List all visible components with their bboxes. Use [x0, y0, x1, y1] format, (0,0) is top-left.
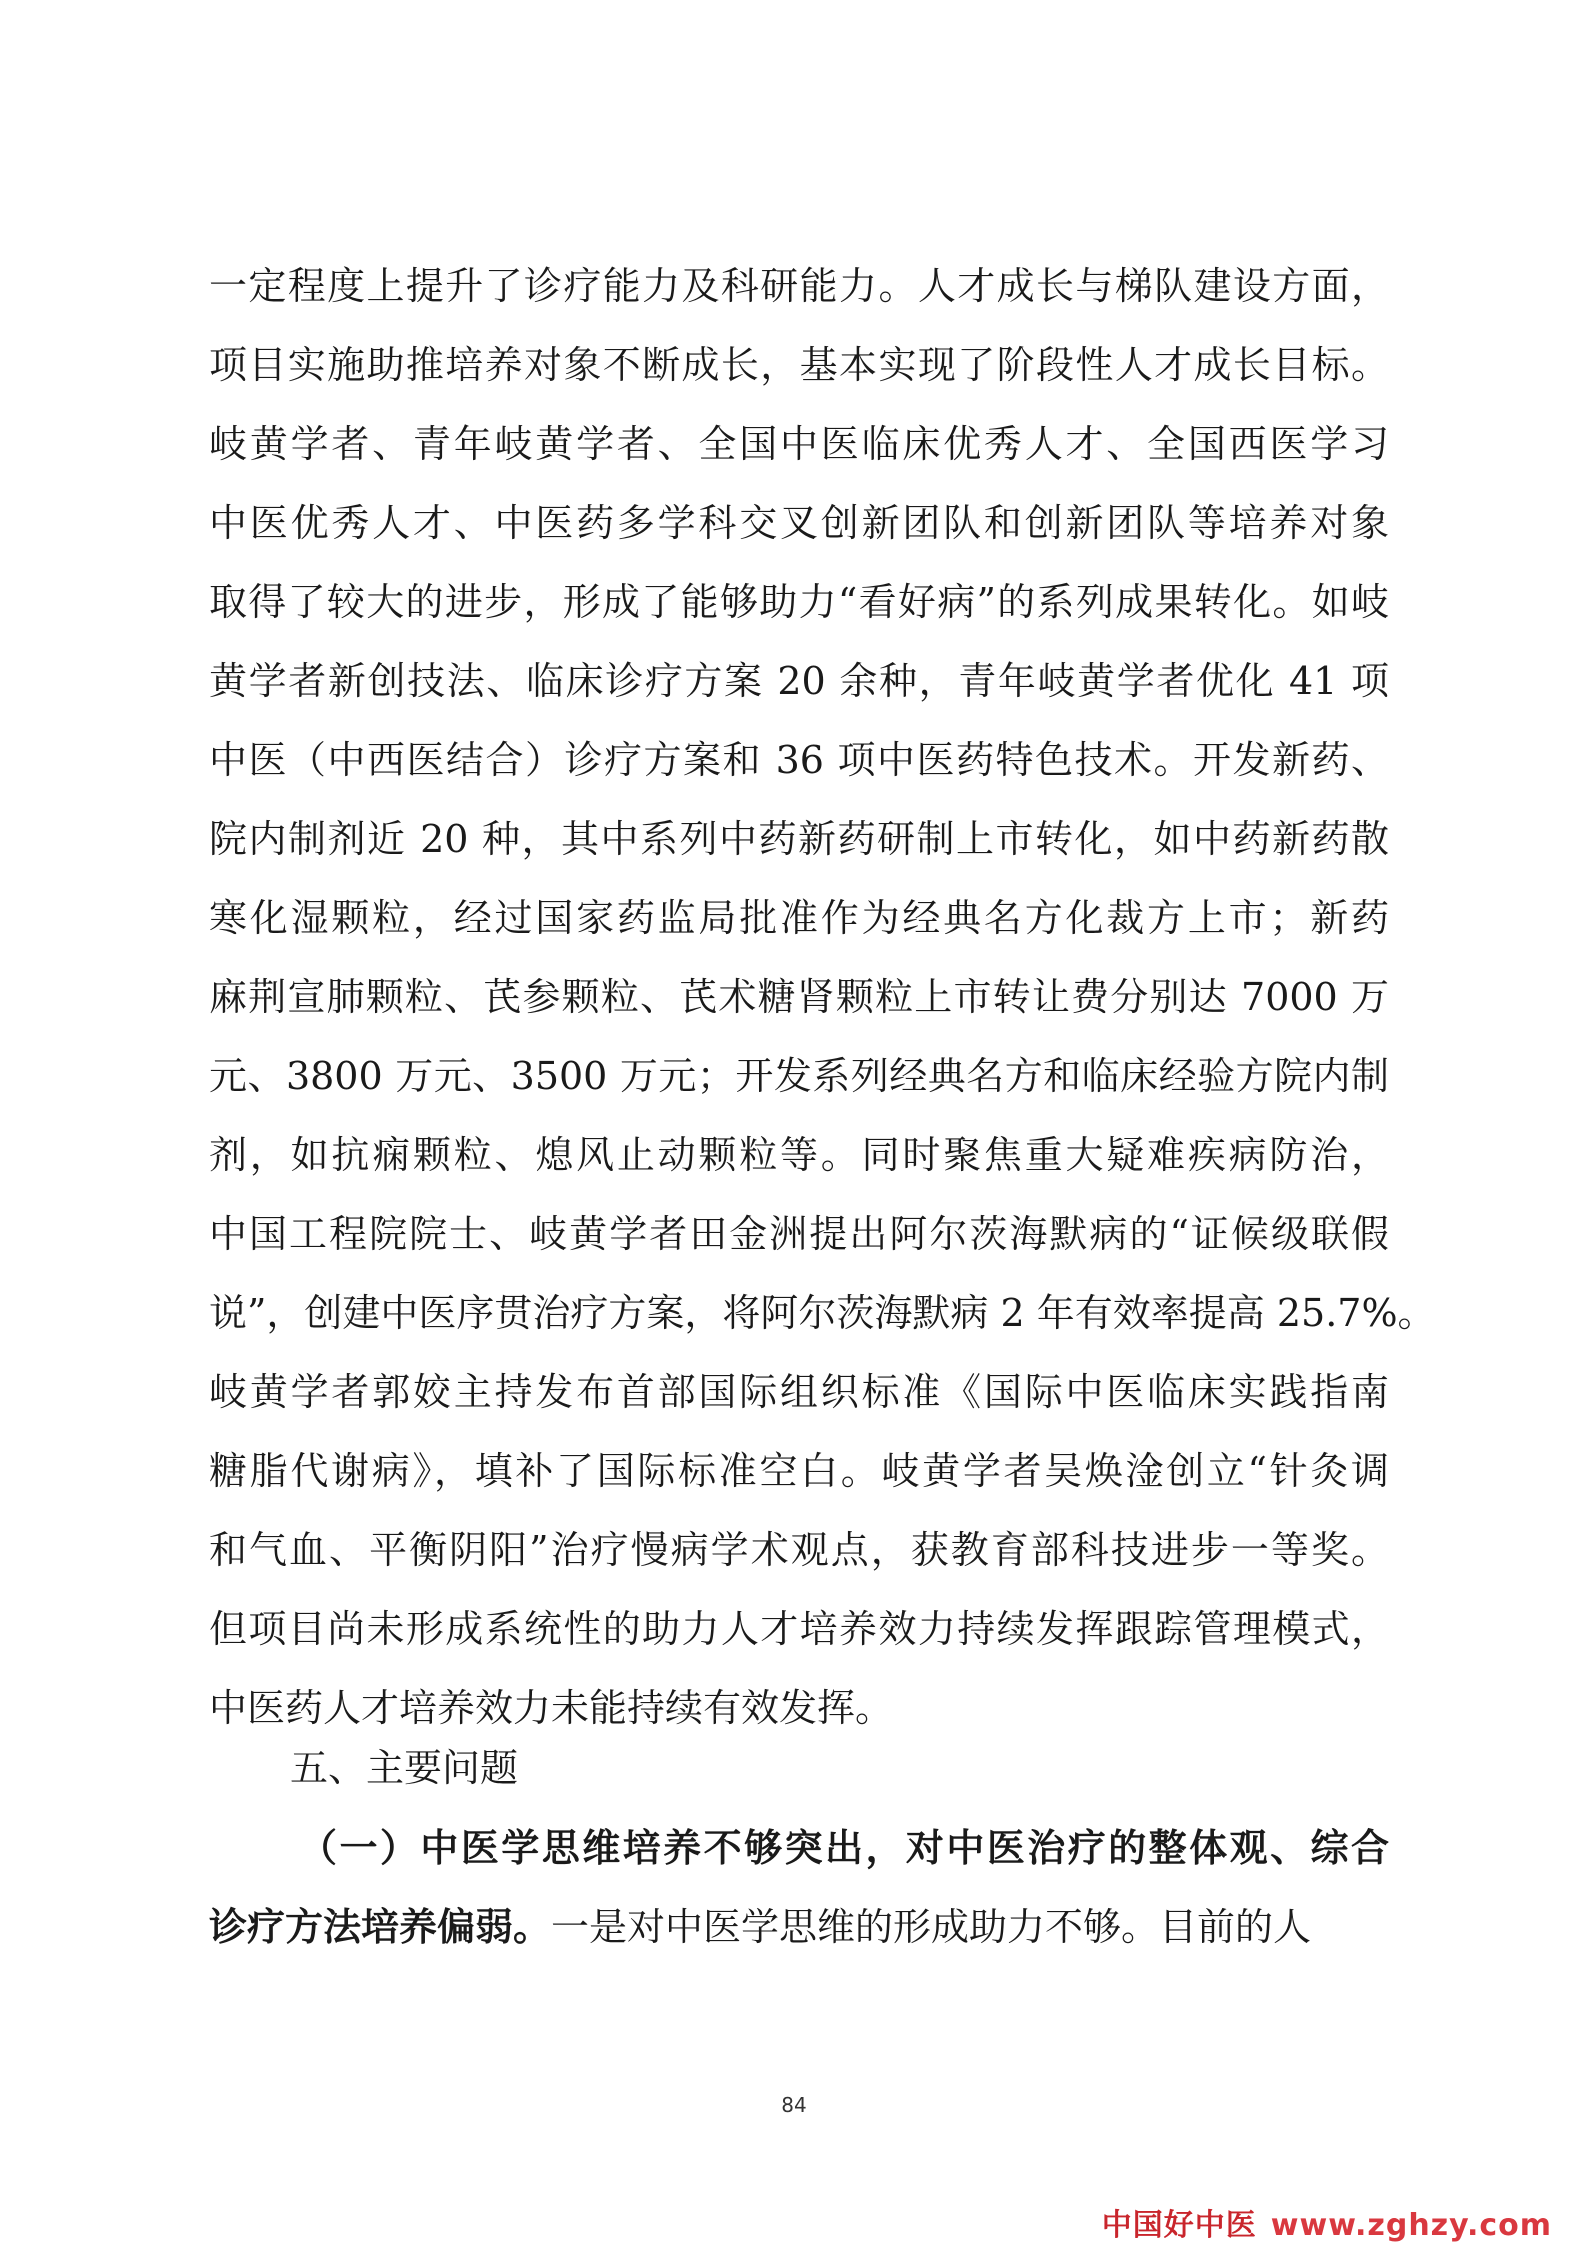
text-line: 中医（中西医结合）诊疗方案和 36 项中医药特色技术。开发新药、 — [209, 738, 1389, 782]
text-line: 和气血、平衡阴阳”治疗慢病学术观点，获教育部科技进步一等奖。 — [209, 1528, 1389, 1572]
text-line: 岐黄学者郭姣主持发布首部国际组织标准《国际中医临床实践指南 — [209, 1370, 1389, 1414]
text-line: 岐黄学者、青年岐黄学者、全国中医临床优秀人才、全国西医学习 — [209, 422, 1389, 466]
text-line: 项目实施助推培养对象不断成长，基本实现了阶段性人才成长目标。 — [209, 343, 1389, 387]
watermark-brand: 中国好中医 — [1101, 2208, 1257, 2243]
text-line: 一定程度上提升了诊疗能力及科研能力。人才成长与梯队建设方面， — [209, 264, 1389, 308]
text-line: 院内制剂近 20 种，其中系列中药新药研制上市转化，如中药新药散 — [209, 817, 1389, 861]
subsection-title-line: （一）中医学思维培养不够突出，对中医治疗的整体观、综合 — [299, 1825, 1389, 1870]
text-line: 剂，如抗痫颗粒、熄风止动颗粒等。同时聚焦重大疑难疾病防治， — [209, 1133, 1389, 1177]
body-paragraph — [209, 247, 1436, 1748]
text-line: 说”，创建中医序贯治疗方案，将阿尔茨海默病 2 年有效率提高 25.7%。 — [209, 1291, 1436, 1335]
text-line: 寒化湿颗粒，经过国家药监局批准作为经典名方化裁方上市；新药 — [209, 896, 1389, 940]
text-line: 麻荆宣肺颗粒、芪参颗粒、芪术糖肾颗粒上市转让费分别达 7000 万 — [209, 975, 1389, 1019]
text-line: 中医优秀人才、中医药多学科交叉创新团队和创新团队等培养对象 — [209, 501, 1389, 545]
text-line: 糖脂代谢病》，填补了国际标准空白。岐黄学者吴焕淦创立“针灸调 — [209, 1449, 1389, 1493]
text-line: 中国工程院院士、岐黄学者田金洲提出阿尔茨海默病的“证候级联假 — [209, 1212, 1389, 1256]
watermark — [1102, 2200, 1552, 2244]
watermark-url: www.zghzy.com — [1270, 2208, 1552, 2243]
page-number: 84 — [781, 2093, 807, 2117]
text-line: 取得了较大的进步，形成了能够助力“看好病”的系列成果转化。如岐 — [209, 580, 1389, 624]
subsection-title-end: 诊疗方法培养偏弱。 — [209, 1904, 552, 1949]
subsection-text-line — [209, 1887, 1389, 1966]
subsection-paragraph — [209, 1808, 1389, 1966]
text-line: 但项目尚未形成系统性的助力人才培养效力持续发挥跟踪管理模式， — [209, 1607, 1389, 1651]
text-line: 中医药人才培养效力未能持续有效发挥。 — [209, 1686, 894, 1730]
subsection-body-start: 一是对中医学思维的形成助力不够。目前的人 — [551, 1905, 1312, 1949]
section-heading: 五、主要问题 — [290, 1746, 519, 1790]
text-line: 元、3800 万元、3500 万元；开发系列经典名方和临床经验方院内制 — [209, 1054, 1389, 1098]
text-line: 黄学者新创技法、临床诊疗方案 20 余种，青年岐黄学者优化 41 项 — [209, 659, 1389, 703]
